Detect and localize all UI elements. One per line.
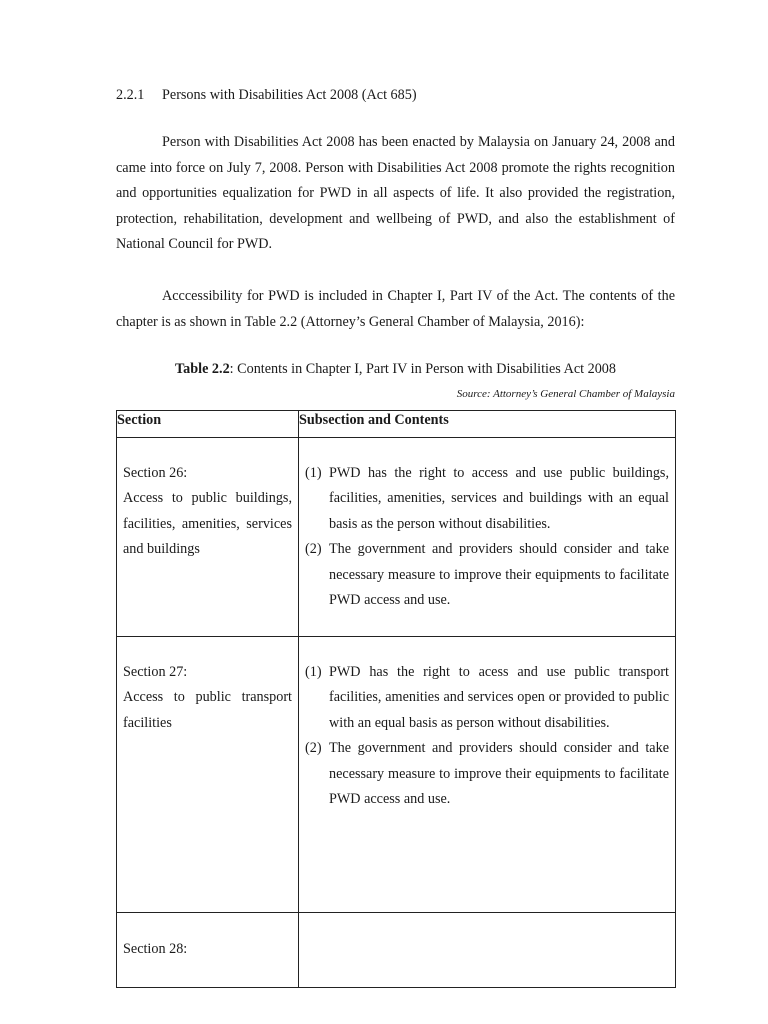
item-number: (1)	[305, 664, 322, 680]
section-name: Access to public transport facilities	[123, 689, 292, 731]
table-caption-label: Table 2.2	[175, 361, 230, 377]
paragraph-intro: Person with Disabilities Act 2008 has been enacted by Malaysia on January 24, 2008 and came into force on July 7, 2008. Person with Disabilities Act 2008 promote the rights recognition and opportunities equalization for PWD in all aspects of life. It also provided the registration, protection, rehabilitation, development and wellbeing of PWD, and also the establishment of National Council for PWD.	[116, 134, 675, 252]
section-cell	[117, 438, 299, 637]
table-row	[117, 913, 676, 988]
list-item	[305, 461, 669, 537]
item-text: PWD has the right to access and use public buildings, facilities, amenities, services and buildings with an equal basis as the person without disabilities.	[329, 465, 669, 532]
section-cell	[117, 637, 299, 913]
section-heading	[116, 87, 417, 104]
section-label: Section 27:	[123, 664, 188, 680]
item-text: PWD has the right to acess and use public transport facilities, amenities and services open or provided to public with an equal basis as person without disabilities.	[329, 664, 669, 731]
paragraph-accessibility: Acccessibility for PWD is included in Chapter I, Part IV of the Act. The contents of the chapter is as shown in Table 2.2 (Attorney’s General Chamber of Malaysia, 2016):	[116, 288, 675, 330]
contents-table	[116, 410, 676, 988]
table-caption	[116, 361, 675, 378]
list-item	[305, 660, 669, 736]
table-header-row	[117, 411, 676, 438]
section-number: 2.2.1	[116, 87, 145, 103]
section-name: Access to public buildings, facilities, amenities, services and buildings	[123, 490, 292, 558]
header-subsection: Subsection and Contents	[299, 411, 676, 438]
list-item	[305, 537, 669, 613]
item-text: The government and providers should consider and take necessary measure to improve their equipments to facilitate PWD access and use.	[329, 740, 669, 808]
header-section: Section	[117, 411, 299, 438]
table-row	[117, 438, 676, 637]
item-number: (1)	[305, 465, 322, 481]
list-item	[305, 736, 669, 812]
contents-cell	[299, 913, 676, 988]
table-row	[117, 637, 676, 913]
section-label: Section 26:	[123, 465, 188, 481]
section-cell	[117, 913, 299, 988]
item-text: The government and providers should consider and take necessary measure to improve their equipments to facilitate PWD access and use.	[329, 541, 669, 609]
section-label: Section 28:	[123, 941, 188, 957]
item-number: (2)	[305, 740, 322, 757]
section-title: Persons with Disabilities Act 2008 (Act 685)	[162, 87, 417, 103]
table-caption-text: : Contents in Chapter I, Part IV in Person with Disabilities Act 2008	[229, 361, 616, 377]
item-number: (2)	[305, 541, 322, 558]
contents-cell	[299, 438, 676, 637]
contents-cell	[299, 637, 676, 913]
table-source: Source: Attorney’s General Chamber of Malaysia	[456, 388, 675, 400]
